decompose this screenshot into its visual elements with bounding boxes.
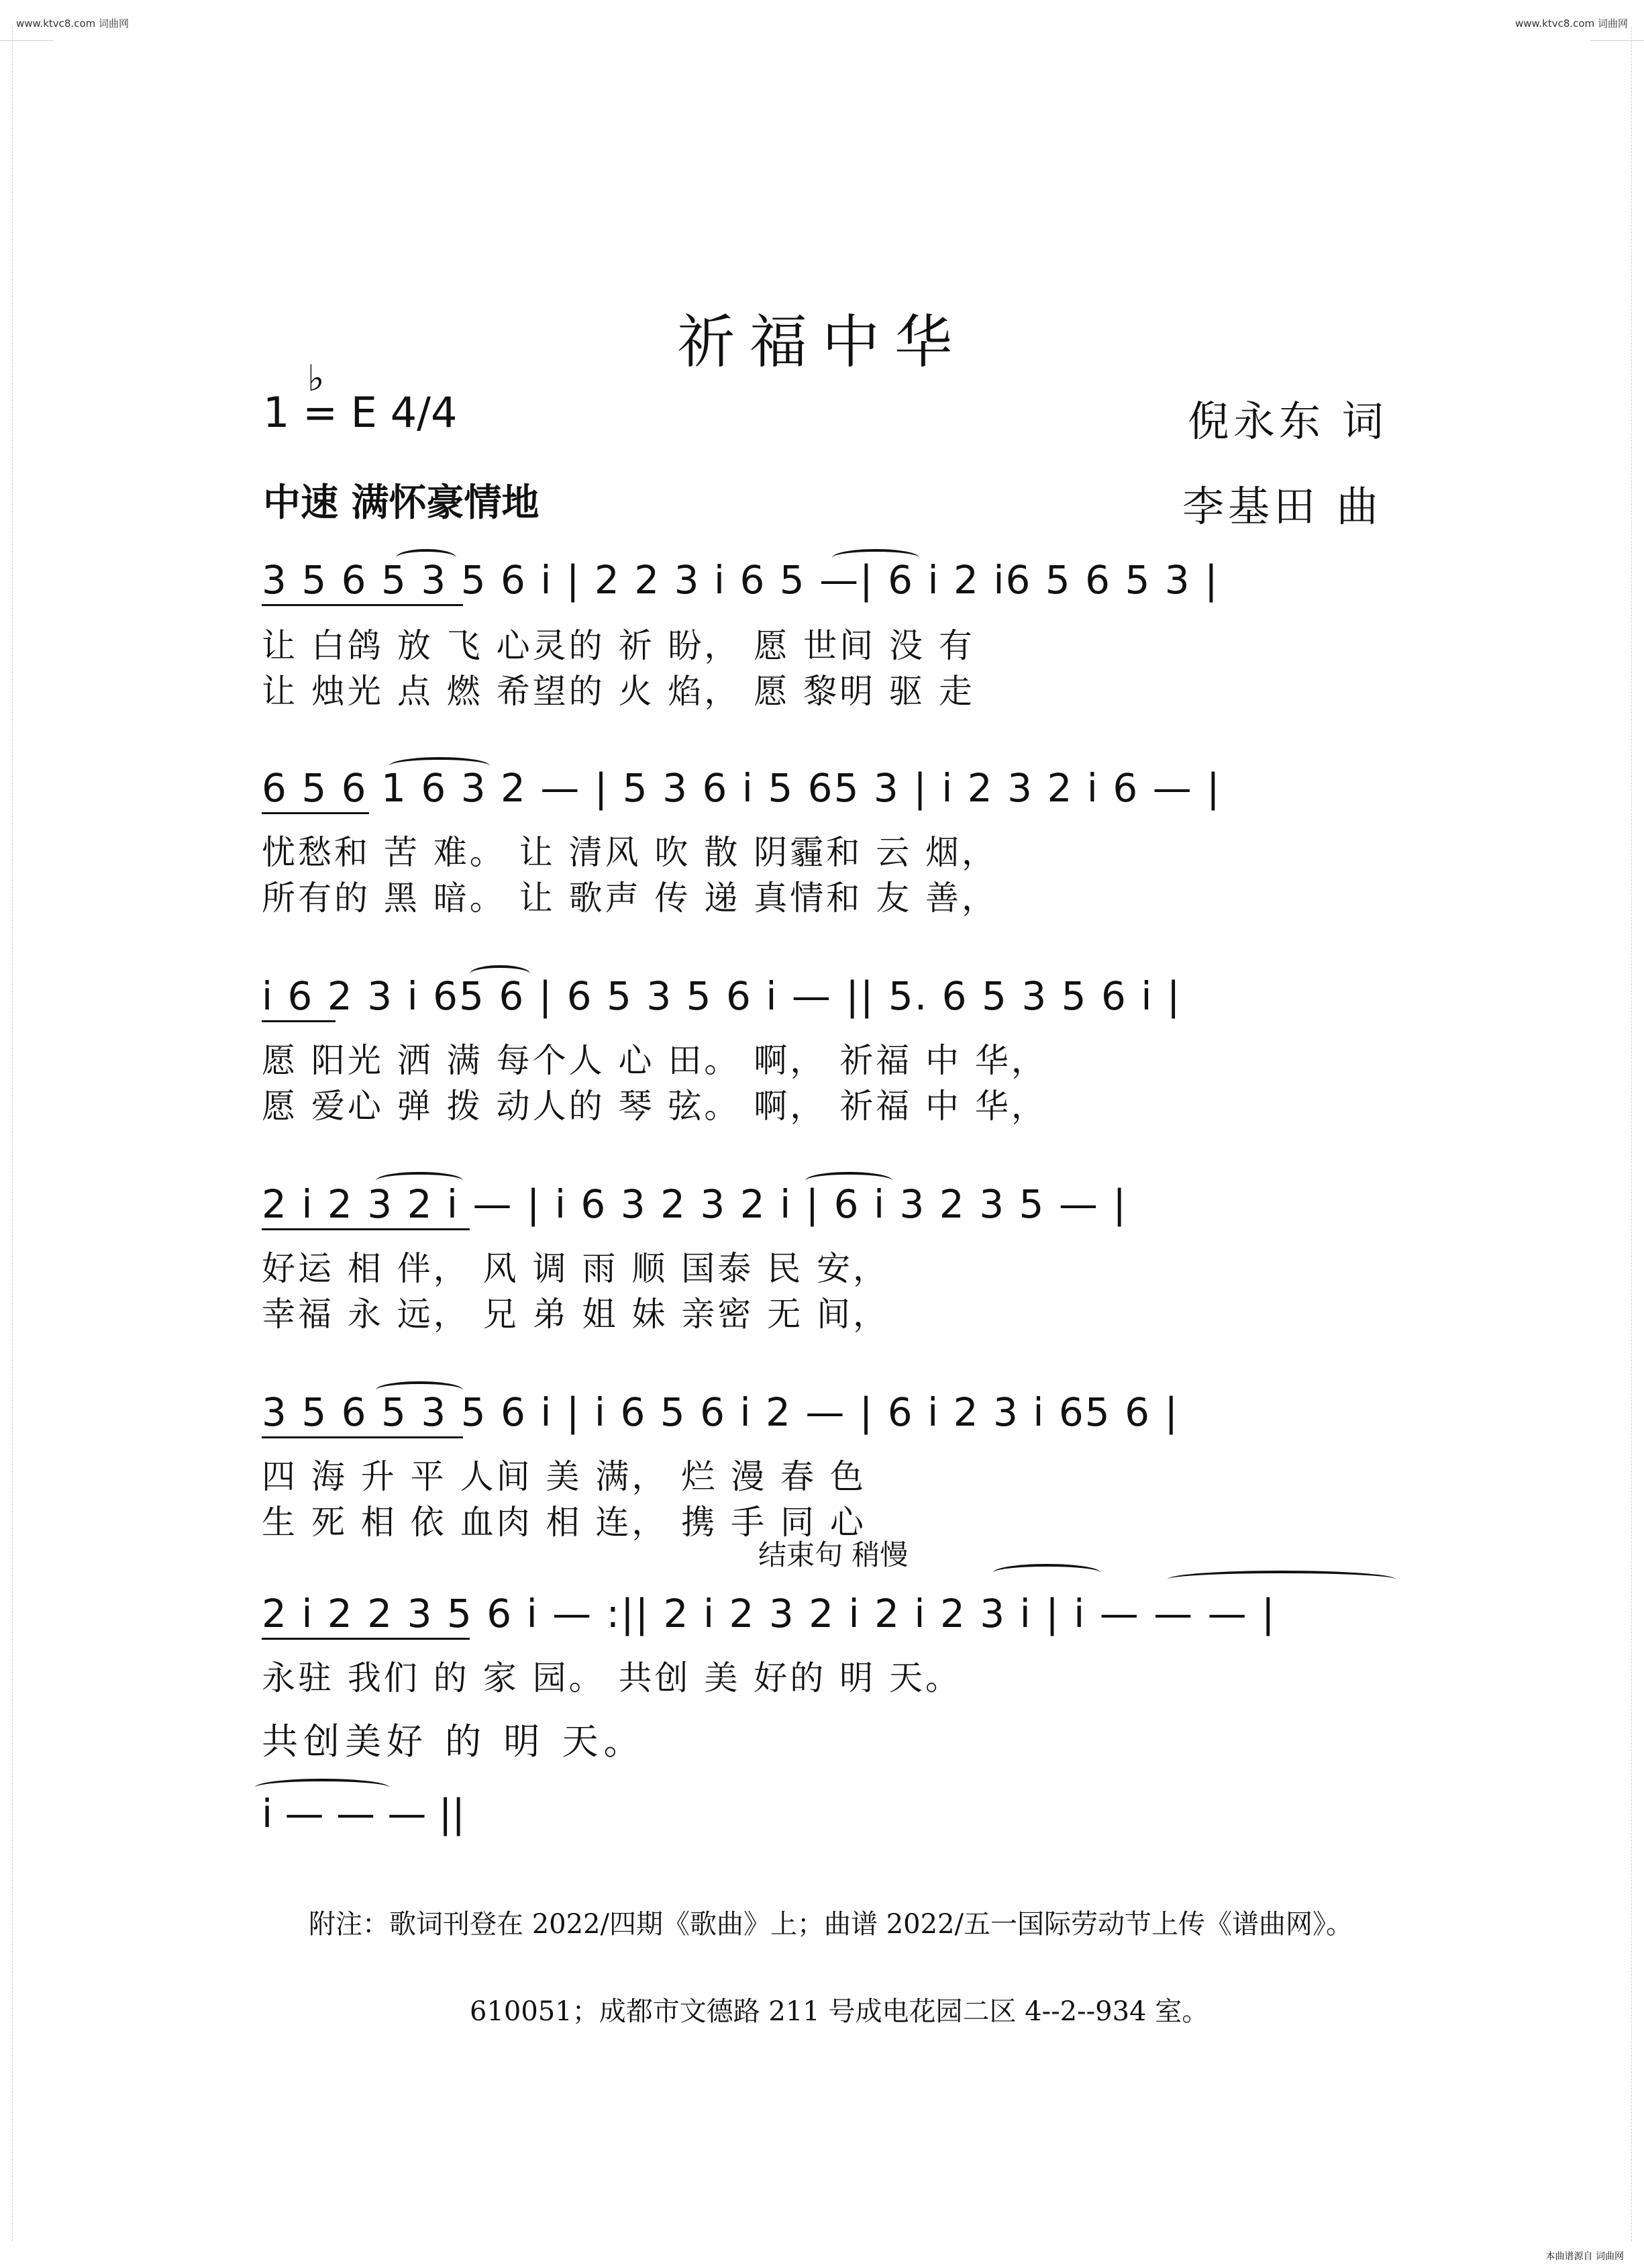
coda-label: 结束句 稍慢 [758, 1538, 909, 1571]
slur [396, 549, 456, 566]
top-left-rule [0, 40, 54, 41]
notation-row-2: 6 5 6 1 6 3 2 — | 5 3 6 i 5 65 3 | i 2 3 2 i 6 — | [262, 765, 1221, 811]
slur [832, 549, 919, 566]
key-signature: 1 = E 4/4 [263, 388, 458, 437]
lyric-row-5-verse-2: 生 死 相 依 血肉 相 连， 携 手 同 心 [262, 1503, 866, 1542]
lyric-row-5-verse-1: 四 海 升 平 人间 美 满， 烂 漫 春 色 [262, 1457, 866, 1496]
notation-row-6: 2 i 2 2 3 5 6 i — :|| 2 i 2 3 2 i 2 i 2 3 i | i — — — | [262, 1591, 1276, 1636]
slur [470, 965, 530, 983]
slur [376, 1172, 463, 1189]
footnote: 附注：歌词刊登在 2022/四期《歌曲》上；曲谱 2022/五一国际劳动节上传《谱曲网》。 [309, 1909, 1353, 1940]
song-title: 祈福中华 [677, 309, 967, 376]
tempo-marking: 中速 满怀豪情地 [263, 481, 540, 525]
beam-underline [262, 812, 369, 814]
beam-underline [262, 1228, 470, 1230]
lyric-row-2-verse-2: 所有的 黑 暗。 让 歌声 传 递 真情和 友 善， [262, 879, 998, 918]
flat-sign: ♭ [307, 357, 325, 399]
top-right-rule [1590, 40, 1644, 41]
slur [1168, 1571, 1396, 1588]
coda-lyric: 共创美好 的 明 天。 [262, 1720, 646, 1763]
notation-row-3: i 6 2 3 i 65 6 | 6 5 3 5 6 i — || 5. 6 5 3 5 6 i | [262, 973, 1182, 1019]
lyric-row-1-verse-1: 让 白鸽 放 飞 心灵的 祈 盼， 愿 世间 没 有 [262, 626, 975, 665]
site-header-right[interactable]: www.ktvc8.com 词曲网 [1514, 17, 1628, 30]
lyric-row-3-verse-1: 愿 阳光 洒 满 每个人 心 田。 啊， 祈福 中 华， [262, 1041, 1047, 1080]
slur [389, 757, 490, 775]
lyric-row-3-verse-2: 愿 爱心 弹 拨 动人的 琴 弦。 啊， 祈福 中 华， [262, 1087, 1047, 1126]
notation-row-5: 3 5 6 5 3 5 6 i | i 6 5 6 i 2 — | 6 i 2 3 i 65 6 | [262, 1389, 1179, 1435]
address: 610051；成都市文德路 211 号成电花园二区 4--2--934 室。 [470, 1996, 1209, 2027]
notation-row-1: 3 5 6 5 3 5 6 i | 2 2 3 i 6 5 —| 6 i 2 i6 5 6 5 3 | [262, 557, 1219, 603]
beam-underline [262, 1638, 470, 1640]
footer-source[interactable]: 本曲谱源自 词曲网 [1545, 2251, 1624, 2262]
lyric-row-4-verse-2: 幸福 永 远， 兄 弟 姐 妹 亲密 无 间， [262, 1295, 890, 1334]
notation-row-4: 2 i 2 3 2 i — | i 6 3 2 3 2 i | 6 i 3 2 3 5 — | [262, 1181, 1127, 1227]
slur [805, 1172, 892, 1189]
site-header-left[interactable]: www.ktvc8.com 词曲网 [16, 17, 130, 30]
lyric-row-4-verse-1: 好运 相 伴， 风 调 雨 顺 国泰 民 安， [262, 1249, 890, 1288]
final-notation: i — — — || [262, 1791, 465, 1836]
beam-underline [262, 604, 463, 606]
composer-credit: 李基田 曲 [1182, 482, 1382, 531]
beam-underline [262, 1436, 463, 1438]
lyric-row-2-verse-1: 忧愁和 苦 难。 让 清风 吹 散 阴霾和 云 烟， [262, 833, 998, 872]
lyric-row-1-verse-2: 让 烛光 点 燃 希望的 火 焰， 愿 黎明 驱 走 [262, 672, 975, 711]
slur [993, 1564, 1100, 1581]
lyricist-credit: 倪永东 词 [1188, 397, 1388, 446]
slur [376, 1381, 463, 1399]
lyric-row-6-verse-1: 永驻 我们 的 家 园。 共创 美 好的 明 天。 [262, 1659, 962, 1697]
beam-underline [262, 1020, 336, 1022]
